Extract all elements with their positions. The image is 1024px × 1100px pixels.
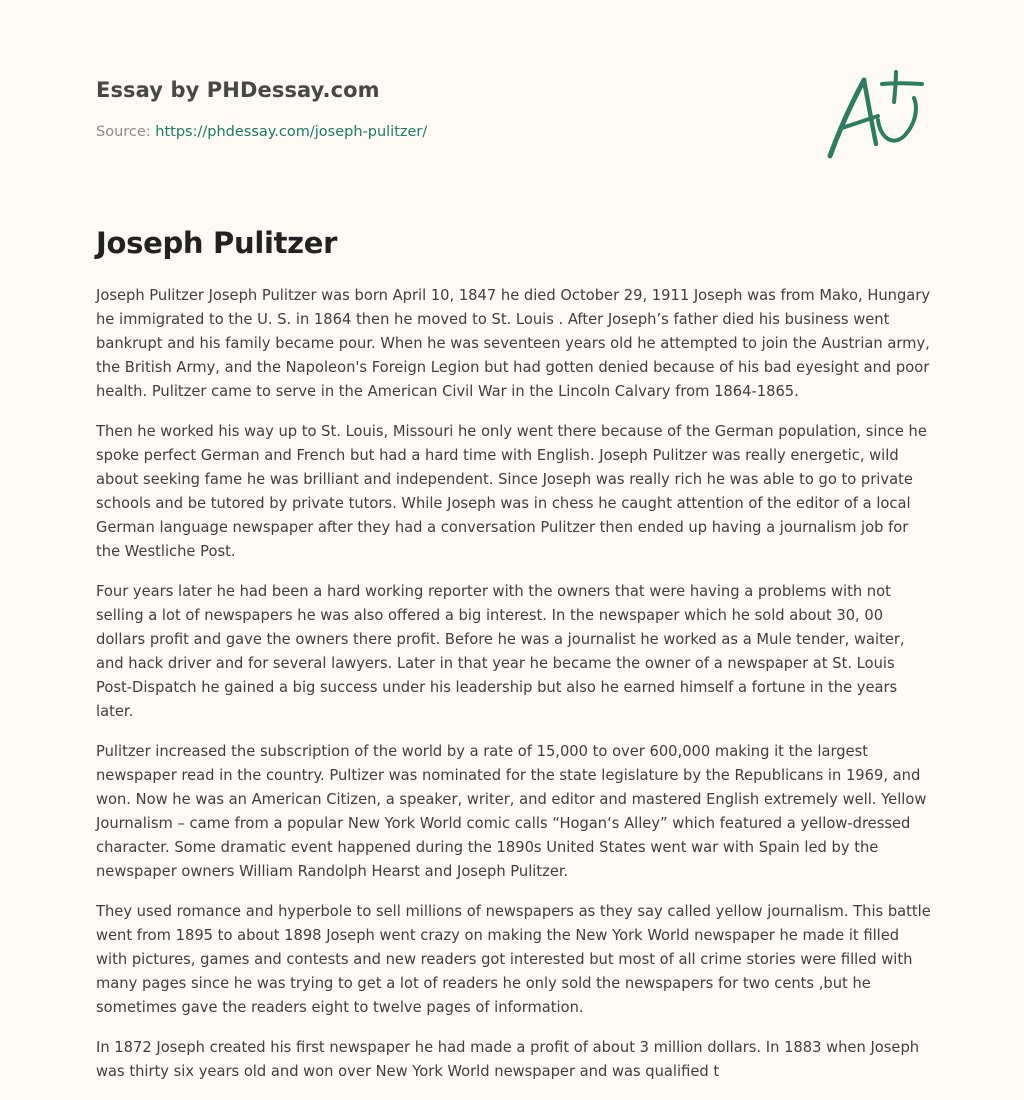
article-paragraph: Pulitzer increased the subscription of the world by a rate of 15,000 to over 600,000 making it the largest newspaper read in the country. Pultizer was nominated for the state legislature by the Republicans in 1969, and won. Now he was an American Citizen, a speaker, writer, and editor and mastered English extremely well. Yellow Journalism – came from a popular New York World comic calls “Hogan‘s Alley” which featured a yellow-dressed character. Some dramatic event happened during the 1890s United States went war with Spain led by the newspaper owners William Randolph Hearst and Joseph Pulitzer. (96, 743, 927, 880)
article-body (96, 284, 932, 1100)
article-paragraph: In 1872 Joseph created his first newspaper he had made a profit of about 3 million dollars. In 1883 when Joseph was thirty six years old and won over New York World newspaper and was qualified t (96, 1039, 920, 1080)
site-title: Essay by PHDessay.com (96, 78, 380, 102)
article-title: Joseph Pulitzer (96, 226, 338, 260)
page-header (96, 72, 936, 182)
source-label: Source: (96, 124, 156, 140)
source-link[interactable]: https://phdessay.com/joseph-pulitzer/ (155, 124, 428, 140)
article-paragraph: Then he worked his way up to St. Louis, Missouri he only went there because of the German population, since he spoke perfect German and French but had a hard time with English. Joseph Pulitzer was really energetic, wild about seeking fame he was brilliant and independent. Since Joseph was really rich he was able to go to private schools and be tutored by private tutors. While Joseph was in chess he caught attention of the editor of a local German language newspaper after they had a conversation Pulitzer then ended up having a journalism job for the Westliche Post. (96, 423, 927, 560)
source-line (96, 124, 427, 140)
a-plus-logo-icon (824, 68, 924, 164)
article-paragraph: Four years later he had been a hard working reporter with the owners that were having a problems with not selling a lot of newspapers he was also offered a big interest. In the newspaper which he sold about 30, 00 dollars profit and gave the owners there profit. Before he was a journalist he worked as a Mule tender, waiter, and hack driver and for several lawyers. Later in that year he became the owner of a newspaper at St. Louis Post-Dispatch he gained a big success under his leadership but also he earned himself a fortune in the years later. (96, 583, 905, 720)
article-paragraph: Joseph Pulitzer Joseph Pulitzer was born April 10, 1847 he died October 29, 1911 Joseph was from Mako, Hungary he immigrated to the U. S. in 1864 then he moved to St. Louis . After Joseph’s father died his business went bankrupt and his family became pour. When he was seventeen years old he attempted to join the Austrian army, the British Army, and the Napoleon's Foreign Legion but had gotten denied because of his bad eyesight and poor health. Pulitzer came to serve in the American Civil War in the Lincoln Calvary from 1864-1865. (96, 287, 931, 400)
article-paragraph: They used romance and hyperbole to sell millions of newspapers as they say called yellow journalism. This battle went from 1895 to about 1898 Joseph went crazy on making the New York World newspaper he made it filled with pictures, games and contests and new readers got interested but most of all crime stories were filled with many pages since he was trying to get a lot of readers he only sold the newspapers for two cents ,but he sometimes gave the readers eight to twelve pages of information. (96, 903, 931, 1016)
